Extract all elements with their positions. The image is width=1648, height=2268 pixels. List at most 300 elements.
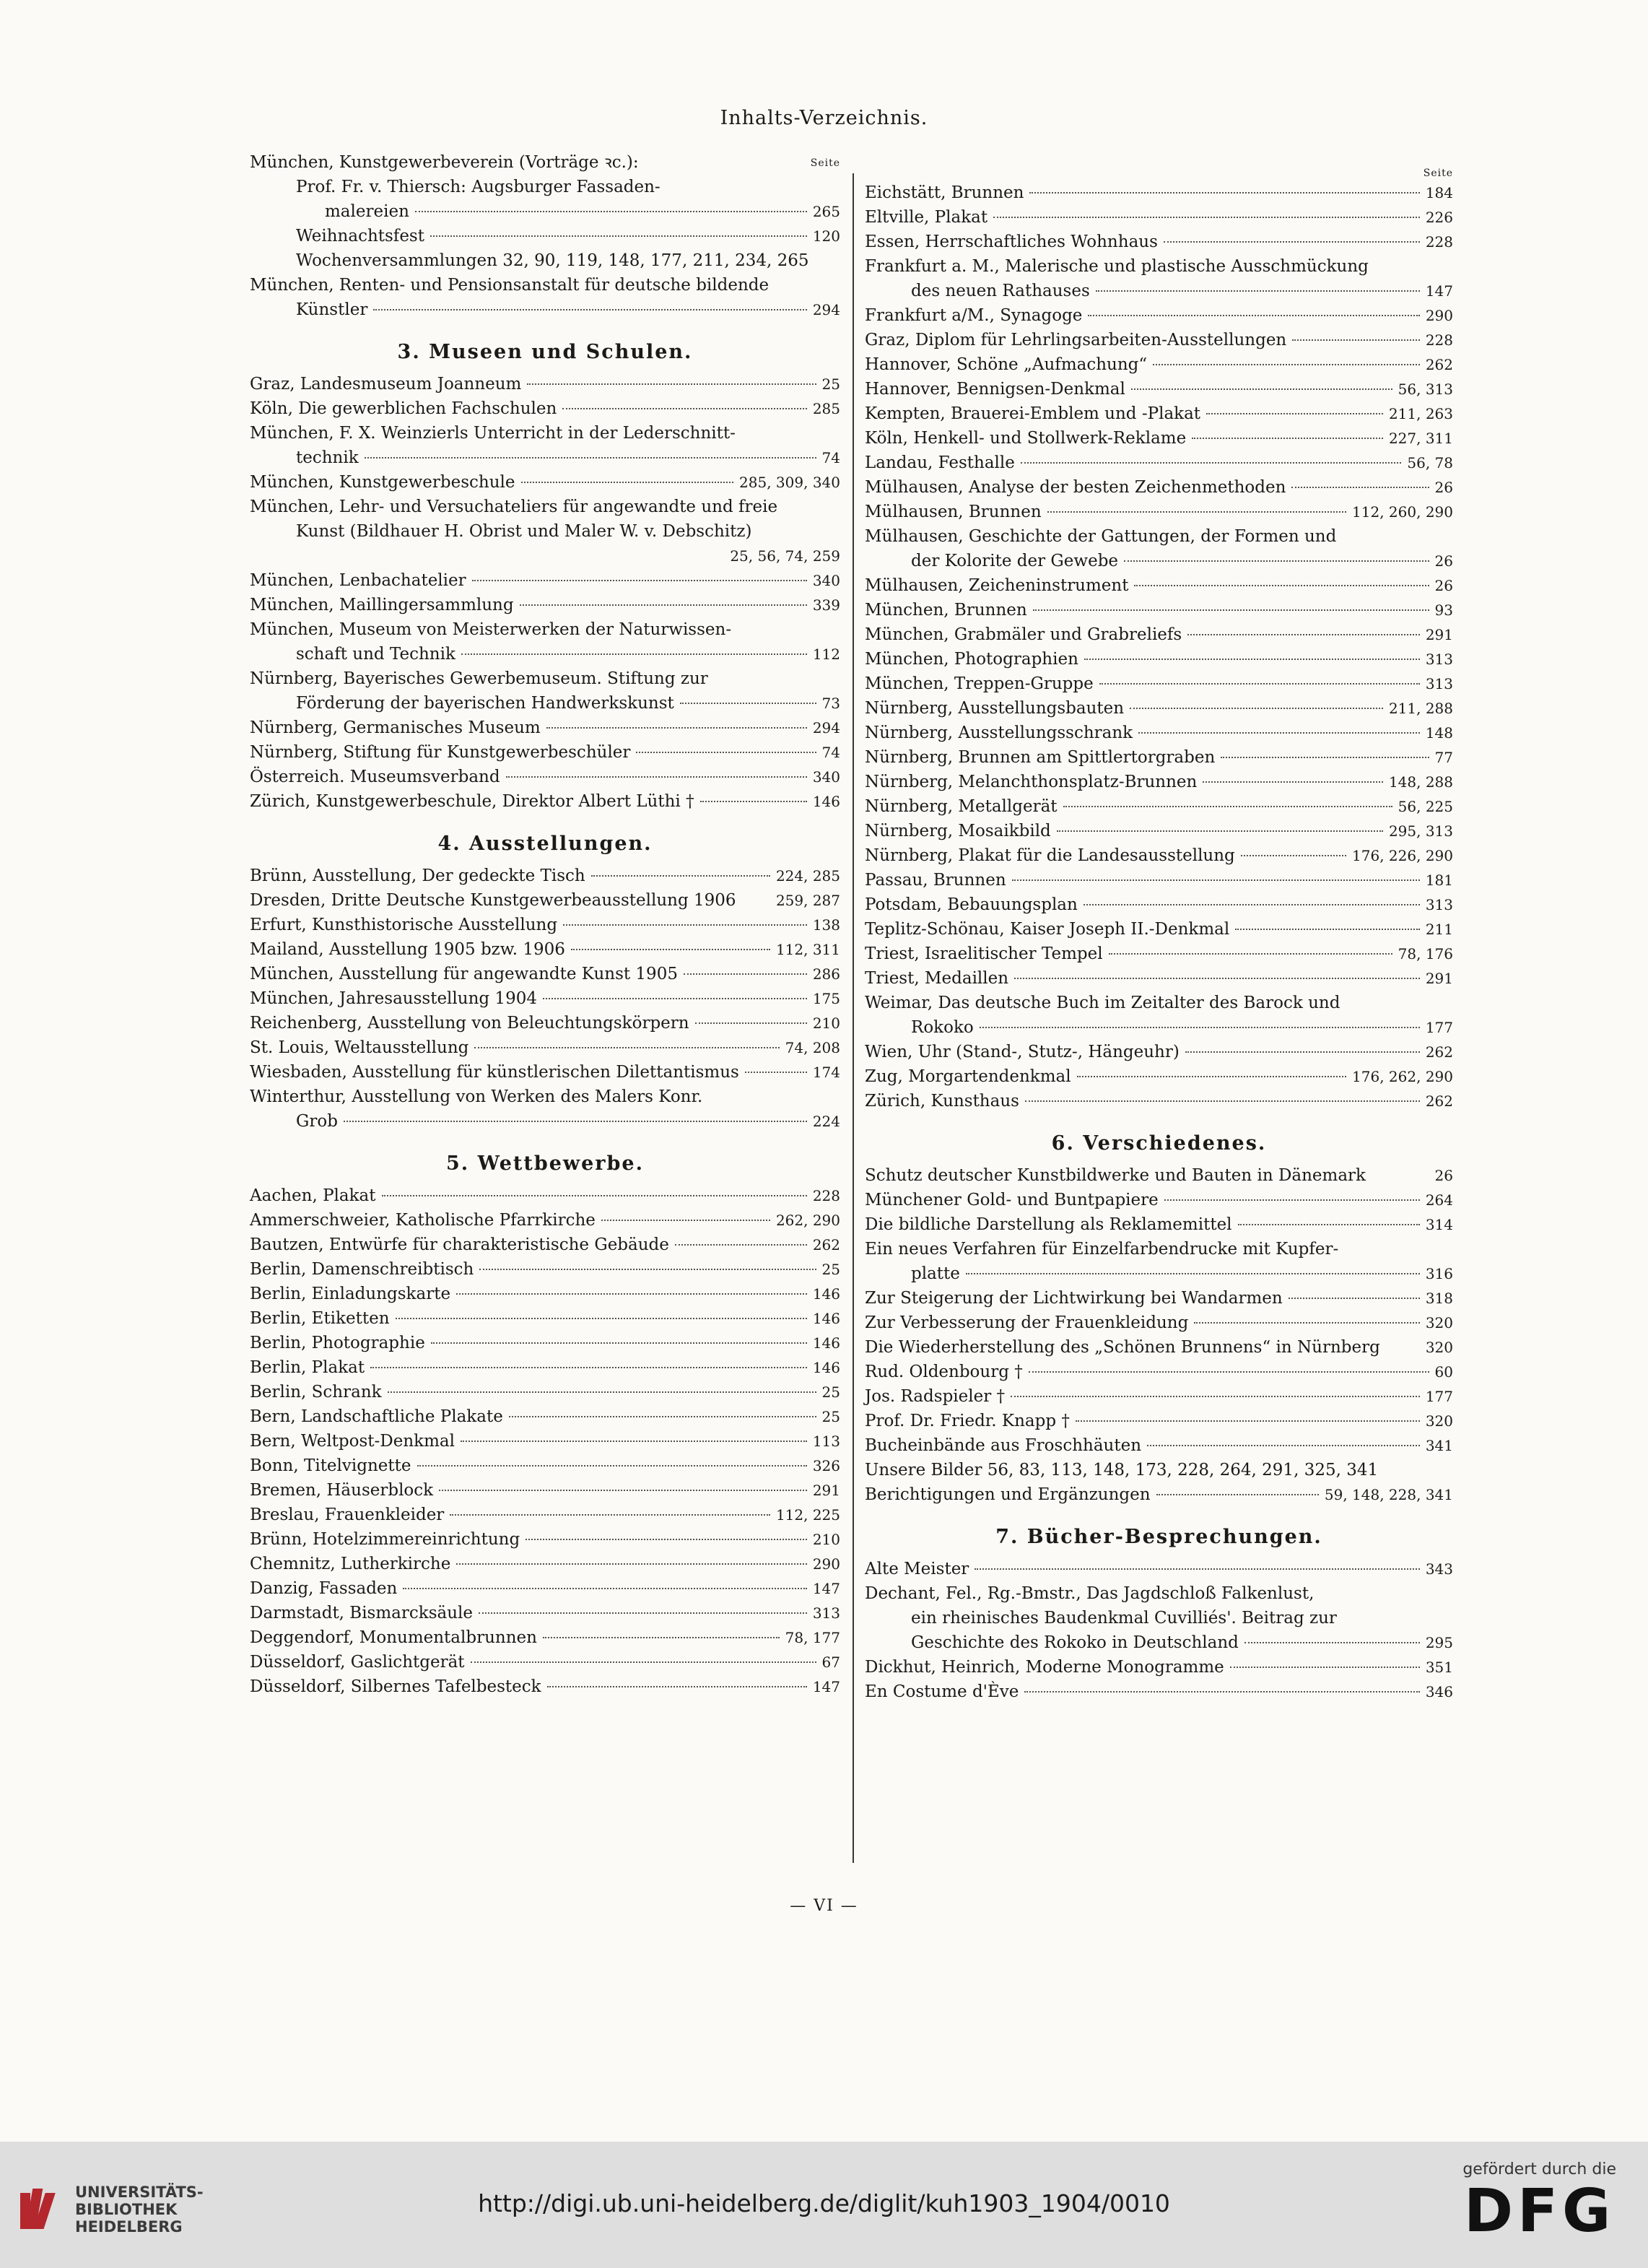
- leader-dots: [431, 1342, 807, 1344]
- entry-pages: 146: [812, 793, 840, 810]
- leader-dots: [1203, 781, 1383, 783]
- entry-title: Bucheinbände aus Froschhäuten: [865, 1436, 1142, 1455]
- entry-title: Dresden, Dritte Deutsche Kunstgewerbeausstellung 1906: [250, 891, 736, 910]
- leader-dots: [430, 235, 807, 237]
- leader-dots: [966, 1273, 1420, 1274]
- entry-title: des neuen Rathauses: [911, 282, 1090, 300]
- index-entry: [865, 1163, 1453, 1188]
- entry-pages: 177: [1425, 1019, 1453, 1036]
- entry-title: Eltville, Plakat: [865, 208, 988, 227]
- index-entry: [865, 377, 1453, 401]
- entry-pages: 286: [812, 965, 840, 983]
- list-wettbewerbe-cont: [865, 181, 1453, 1113]
- index-entry: [250, 1552, 840, 1576]
- entry-title: Düsseldorf, Silbernes Tafelbesteck: [250, 1677, 541, 1696]
- leader-dots: [1244, 1642, 1420, 1643]
- index-entry: [250, 1429, 840, 1454]
- index-entry: [250, 888, 840, 913]
- index-entry: [250, 199, 840, 224]
- index-entry: [865, 794, 1453, 819]
- section-title-verschiedenes: 6. Verschiedenes.: [1051, 1132, 1267, 1155]
- list-ausstellungen: [250, 864, 840, 1134]
- index-entry: [250, 1576, 840, 1601]
- entry-pages: 25: [821, 1383, 840, 1401]
- entry-pages: 112: [812, 646, 840, 663]
- leader-dots: [1134, 585, 1429, 586]
- entry-title: malereien: [325, 202, 409, 221]
- entry-pages: 227, 311: [1388, 430, 1453, 447]
- leader-dots: [403, 1588, 806, 1589]
- entry-title: Kempten, Brauerei-Emblem und -Plakat: [865, 404, 1201, 423]
- entry-pages: 26: [1434, 479, 1453, 496]
- leader-dots: [980, 1027, 1420, 1028]
- entry-pages: 226: [1425, 209, 1453, 226]
- leader-dots: [601, 1220, 770, 1221]
- index-entry: [865, 917, 1453, 942]
- entry-pages: 262: [1425, 356, 1453, 373]
- list-wettbewerbe: [250, 1183, 840, 1699]
- index-entry: [250, 1355, 840, 1380]
- entry-title: München, Lehr- und Versuchateliers für angewandte und freie: [250, 498, 778, 516]
- entry-pages: 295, 313: [1388, 822, 1453, 840]
- index-entry: [250, 446, 840, 470]
- entry-title: München, Museum von Meisterwerken der Naturwissen-: [250, 620, 732, 639]
- entry-title: Schutz deutscher Kunstbildwerke und Bauten in Dänemark: [865, 1166, 1366, 1185]
- entry-pages: 290: [812, 1555, 840, 1573]
- index-entry: [865, 770, 1453, 794]
- entry-title: Förderung der bayerischen Handwerkskunst: [296, 694, 674, 713]
- index-entry: [865, 868, 1453, 892]
- entry-title: Zürich, Kunsthaus: [865, 1092, 1019, 1111]
- entry-pages: 148: [1425, 724, 1453, 742]
- entry-pages: 316: [1425, 1265, 1453, 1282]
- leader-dots: [506, 776, 807, 778]
- entry-title: Bern, Landschaftliche Plakate: [250, 1407, 503, 1426]
- index-entry: [250, 986, 840, 1011]
- index-entry: [865, 181, 1453, 205]
- leader-dots: [1084, 904, 1420, 905]
- entry-title: Berlin, Einladungskarte: [250, 1285, 451, 1303]
- index-entry: [250, 1208, 840, 1233]
- index-entry: [865, 1409, 1453, 1433]
- entry-title: Reichenberg, Ausstellung von Beleuchtungskörpern: [250, 1014, 689, 1033]
- entry-pages: 26: [1434, 577, 1453, 594]
- entry-title: Weimar, Das deutsche Buch im Zeitalter des Barock und: [865, 994, 1340, 1012]
- entry-pages: 326: [812, 1457, 840, 1474]
- leader-dots: [1156, 1494, 1319, 1495]
- entry-title: Nürnberg, Ausstellungsschrank: [865, 724, 1133, 742]
- index-entry: [250, 297, 840, 322]
- entry-title: technik: [296, 448, 359, 467]
- entry-pages: 291: [1425, 970, 1453, 987]
- index-entry: [865, 696, 1453, 721]
- leader-dots: [1033, 609, 1429, 611]
- index-entry: [865, 1630, 1453, 1655]
- index-entry: [250, 913, 840, 937]
- leader-dots: [1147, 1445, 1420, 1446]
- leader-dots: [680, 703, 816, 704]
- entry-pages: 211, 288: [1388, 700, 1453, 717]
- leader-dots: [417, 1465, 807, 1467]
- leader-dots: [1088, 315, 1419, 316]
- index-entry: [250, 1380, 840, 1404]
- leader-dots: [1291, 487, 1429, 488]
- index-entry: [250, 224, 840, 248]
- entry-pages: 176, 226, 290: [1352, 847, 1453, 864]
- entry-title: München, Photographien: [865, 650, 1078, 669]
- entry-pages: 224: [812, 1113, 840, 1130]
- entry-title: Berlin, Damenschreibtisch: [250, 1260, 474, 1279]
- entry-pages: 314: [1425, 1216, 1453, 1233]
- index-entry: [865, 1655, 1453, 1680]
- entry-title: Hannover, Schöne „Aufmachung“: [865, 355, 1148, 374]
- index-entry: [250, 1331, 840, 1355]
- entry-title: Graz, Diplom für Lehrlingsarbeiten-Ausstellungen: [865, 331, 1287, 349]
- index-entry: [250, 544, 840, 568]
- entry-title: Nürnberg, Germanisches Museum: [250, 718, 541, 737]
- index-entry: [865, 549, 1453, 573]
- left-column: [250, 150, 840, 1699]
- index-entry: [865, 401, 1453, 426]
- leader-dots: [745, 1072, 807, 1073]
- entry-title: Zürich, Kunstgewerbeschule, Direktor Albert Lüthi †: [250, 792, 694, 811]
- index-entry: [865, 1680, 1453, 1704]
- entry-title: Nürnberg, Brunnen am Spittlertorgraben: [865, 748, 1216, 767]
- entry-title: Grob: [296, 1112, 338, 1131]
- entry-pages: 67: [821, 1654, 840, 1671]
- leader-dots: [1292, 339, 1420, 341]
- index-entry: [865, 1040, 1453, 1064]
- entry-title: Rokoko: [911, 1018, 974, 1037]
- leader-dots: [1230, 1667, 1420, 1668]
- index-entry: [865, 819, 1453, 843]
- entry-title: Zur Verbesserung der Frauenkleidung: [865, 1313, 1189, 1332]
- entry-title: En Costume d'Ève: [865, 1682, 1019, 1701]
- leader-dots: [456, 1563, 806, 1565]
- leader-dots: [472, 580, 807, 581]
- leader-dots: [527, 383, 816, 385]
- entry-title: Dickhut, Heinrich, Moderne Monogramme: [865, 1658, 1224, 1677]
- leader-dots: [1076, 1420, 1420, 1422]
- leader-dots: [461, 653, 807, 655]
- index-entry: [865, 892, 1453, 917]
- entry-title: Bremen, Häuserblock: [250, 1481, 434, 1500]
- leader-dots: [461, 1441, 807, 1442]
- entry-pages: 285: [812, 400, 840, 417]
- entry-title: St. Louis, Weltausstellung: [250, 1038, 469, 1057]
- list-intro: [250, 150, 840, 322]
- entry-pages: 210: [812, 1531, 840, 1548]
- permalink-url[interactable]: http://digi.ub.uni-heidelberg.de/diglit/kuh1903_1904/0010: [478, 2189, 1170, 2217]
- index-entry: [250, 1035, 840, 1060]
- index-entry: [865, 1482, 1453, 1507]
- leader-dots: [474, 1047, 779, 1048]
- entry-pages: 77: [1434, 749, 1453, 766]
- index-entry: [865, 1064, 1453, 1089]
- entry-title: Prof. Dr. Friedr. Knapp †: [865, 1412, 1070, 1430]
- entry-title: Berlin, Plakat: [250, 1358, 365, 1377]
- index-entry: [250, 593, 840, 617]
- entry-title: Danzig, Fassaden: [250, 1579, 398, 1598]
- entry-title: Mülhausen, Zeicheninstrument: [865, 576, 1129, 595]
- entry-pages: 320: [1425, 1412, 1453, 1430]
- entry-title: Wiesbaden, Ausstellung für künstlerischen Dilettantismus: [250, 1063, 739, 1082]
- entry-pages: 25: [821, 1408, 840, 1425]
- index-entry: [250, 1085, 840, 1109]
- entry-title: Nürnberg, Melanchthonsplatz-Brunnen: [865, 773, 1198, 791]
- leader-dots: [563, 924, 807, 926]
- entry-title: München, Brunnen: [865, 601, 1027, 620]
- entry-title: Prof. Fr. v. Thiersch: Augsburger Fassaden-: [296, 178, 660, 196]
- leader-dots: [636, 752, 816, 753]
- entry-pages: 290: [1425, 307, 1453, 324]
- index-entry: [250, 716, 840, 740]
- entry-pages: 228: [1425, 233, 1453, 251]
- entry-title: Nürnberg, Ausstellungsbauten: [865, 699, 1125, 718]
- entry-pages: 112, 225: [775, 1506, 840, 1524]
- entry-pages: 25, 56, 74, 259: [730, 547, 840, 565]
- leader-dots: [1077, 1076, 1346, 1077]
- leader-dots: [1138, 732, 1420, 734]
- entry-title: Berlin, Photographie: [250, 1334, 425, 1352]
- leader-dots: [1289, 1298, 1420, 1299]
- index-entry: [250, 372, 840, 396]
- index-entry: [865, 1335, 1453, 1360]
- entry-title: Brünn, Ausstellung, Der gedeckte Tisch: [250, 866, 585, 885]
- index-entry: [250, 765, 840, 789]
- entry-pages: 210: [812, 1014, 840, 1032]
- seite-label: Seite: [810, 157, 840, 169]
- leader-dots: [1164, 1199, 1420, 1201]
- leader-dots: [993, 217, 1420, 218]
- seite-label-right: Seite: [1423, 168, 1453, 179]
- entry-pages: 313: [1425, 896, 1453, 913]
- leader-dots: [396, 1318, 807, 1319]
- dfg-logo[interactable]: [1462, 2160, 1616, 2245]
- leader-dots: [543, 998, 807, 999]
- library-name-line3: HEIDELBERG: [75, 2218, 183, 2236]
- entry-pages: 147: [1425, 282, 1453, 300]
- index-entry: [250, 421, 840, 446]
- entry-pages: 224, 285: [775, 867, 840, 885]
- entry-title: Münchener Gold- und Buntpapiere: [865, 1191, 1159, 1209]
- index-entry: [250, 150, 840, 175]
- entry-title: München, F. X. Weinzierls Unterricht in der Lederschnitt-: [250, 424, 736, 443]
- entry-title: Österreich. Museumsverband: [250, 768, 500, 786]
- leader-dots: [1238, 1224, 1420, 1225]
- entry-pages: 291: [1425, 626, 1453, 643]
- running-head: Inhalts-Verzeichnis.: [720, 107, 928, 129]
- leader-dots: [1124, 560, 1429, 562]
- entry-title: Frankfurt a/M., Synagoge: [865, 306, 1083, 325]
- entry-pages: 73: [821, 695, 840, 712]
- entry-pages: 174: [812, 1064, 840, 1081]
- entry-title: Mülhausen, Geschichte der Gattungen, der Formen und: [865, 527, 1337, 546]
- leader-dots: [562, 408, 807, 409]
- leader-dots: [1029, 1371, 1429, 1373]
- entry-pages: 120: [812, 227, 840, 245]
- funded-by-text: gefördert durch die: [1462, 2160, 1616, 2178]
- leader-dots: [479, 1269, 816, 1270]
- entry-title: Nürnberg, Metallgerät: [865, 797, 1058, 816]
- entry-pages: 294: [812, 301, 840, 318]
- index-entry: [865, 721, 1453, 745]
- entry-title: München, Maillingersammlung: [250, 596, 514, 614]
- entry-pages: 343: [1425, 1560, 1453, 1578]
- entry-pages: 228: [812, 1187, 840, 1204]
- entry-title: Ammerschweier, Katholische Pfarrkirche: [250, 1211, 596, 1230]
- index-entry: [865, 647, 1453, 672]
- entry-title: München, Ausstellung für angewandte Kunst 1905: [250, 965, 678, 983]
- list-museen: [250, 372, 840, 814]
- entry-pages: 74: [821, 449, 840, 466]
- leader-dots: [1084, 659, 1420, 660]
- index-entry: [865, 205, 1453, 230]
- entry-pages: 147: [812, 1580, 840, 1597]
- index-entry: [250, 1650, 840, 1674]
- index-entry: [865, 966, 1453, 991]
- index-entry: [865, 1433, 1453, 1458]
- entry-pages: 146: [812, 1285, 840, 1303]
- entry-title: Hannover, Bennigsen-Denkmal: [865, 380, 1125, 399]
- entry-title: Breslau, Frauenkleider: [250, 1506, 445, 1524]
- index-entry: [865, 1286, 1453, 1311]
- index-entry: [250, 1454, 840, 1478]
- entry-pages: 181: [1425, 872, 1453, 889]
- index-entry: [250, 1233, 840, 1257]
- entry-title: Kunst (Bildhauer H. Obrist und Maler W. v. Debschitz): [296, 522, 752, 541]
- entry-title: Potsdam, Bebauungsplan: [865, 895, 1078, 914]
- leader-dots: [1025, 1100, 1420, 1102]
- index-entry: [865, 328, 1453, 352]
- leader-dots: [344, 1121, 807, 1122]
- entry-pages: 138: [812, 916, 840, 934]
- leader-dots: [1194, 1322, 1420, 1324]
- entry-pages: 318: [1425, 1290, 1453, 1307]
- entry-title: München, Grabmäler und Grabreliefs: [865, 625, 1182, 644]
- leader-dots: [546, 727, 807, 729]
- index-entry: [250, 248, 840, 273]
- leader-dots: [1185, 1051, 1420, 1053]
- entry-title: Nürnberg, Plakat für die Landesausstellung: [865, 846, 1235, 865]
- entry-pages: 291: [812, 1482, 840, 1499]
- index-entry: [250, 1109, 840, 1134]
- leader-dots: [450, 1514, 770, 1516]
- index-entry: [250, 1282, 840, 1306]
- entry-pages: 259, 287: [775, 892, 840, 909]
- entry-pages: 211: [1425, 921, 1453, 938]
- entry-title: Weihnachtsfest: [296, 227, 424, 246]
- section-title-buecher: 7. Bücher-Besprechungen.: [995, 1526, 1322, 1548]
- index-entry: [250, 789, 840, 814]
- entry-pages: 74, 208: [785, 1039, 840, 1056]
- index-entry: [865, 1606, 1453, 1630]
- leader-dots: [521, 482, 734, 483]
- entry-title: Darmstadt, Bismarcksäule: [250, 1604, 473, 1622]
- index-entry: [250, 273, 840, 297]
- entry-pages: 146: [812, 1310, 840, 1327]
- entry-title: München, Jahresausstellung 1904: [250, 989, 537, 1008]
- index-entry: [250, 740, 840, 765]
- entry-pages: 262: [812, 1236, 840, 1254]
- leader-dots: [1131, 388, 1392, 390]
- entry-pages: 146: [812, 1359, 840, 1376]
- section-title-museen: 3. Museen und Schulen.: [397, 341, 693, 363]
- leader-dots: [1099, 683, 1420, 685]
- leader-dots: [370, 1367, 807, 1368]
- entry-title: Nürnberg, Bayerisches Gewerbemuseum. Stiftung zur: [250, 669, 708, 688]
- entry-title: Nürnberg, Mosaikbild: [865, 822, 1051, 840]
- leader-dots: [388, 1391, 816, 1393]
- leader-dots: [439, 1490, 807, 1491]
- entry-pages: 294: [812, 719, 840, 737]
- entry-pages: 25: [821, 1261, 840, 1278]
- entry-title: Bautzen, Entwürfe für charakteristische Gebäude: [250, 1235, 669, 1254]
- entry-title: Berlin, Etiketten: [250, 1309, 390, 1328]
- right-column: [865, 150, 1453, 1704]
- leader-dots: [1241, 855, 1346, 856]
- entry-pages: 264: [1425, 1191, 1453, 1209]
- entry-title: ein rheinisches Baudenkmal Cuvilliés'. Beitrag zur: [911, 1609, 1337, 1628]
- index-entry: [250, 691, 840, 716]
- index-entry: [865, 843, 1453, 868]
- entry-title: Triest, Medaillen: [865, 969, 1009, 988]
- entry-title: Berlin, Schrank: [250, 1383, 382, 1402]
- index-entry: [250, 1183, 840, 1208]
- entry-title: Brünn, Hotelzimmereinrichtung: [250, 1530, 520, 1549]
- entry-pages: 113: [812, 1433, 840, 1450]
- entry-pages: 148, 288: [1388, 773, 1453, 791]
- index-entry: [250, 1478, 840, 1503]
- entry-pages: 339: [812, 596, 840, 614]
- leader-dots: [675, 1244, 807, 1246]
- entry-pages: 56, 225: [1398, 798, 1453, 815]
- entry-pages: 265: [812, 203, 840, 220]
- index-entry: [250, 1060, 840, 1085]
- leader-dots: [700, 801, 807, 802]
- leader-dots: [975, 1568, 1420, 1570]
- entry-pages: 59, 148, 228, 341: [1324, 1486, 1453, 1503]
- entry-pages: 56, 313: [1398, 381, 1453, 398]
- index-entry: [865, 475, 1453, 500]
- index-entry: [250, 666, 840, 691]
- leader-dots: [471, 1661, 816, 1663]
- entry-pages: 112, 311: [775, 941, 840, 958]
- entry-title: Triest, Israelitischer Tempel: [865, 944, 1103, 963]
- leader-dots: [1187, 634, 1420, 635]
- index-entry: [865, 1212, 1453, 1237]
- index-entry: [865, 745, 1453, 770]
- index-entry: [250, 962, 840, 986]
- leader-dots: [1109, 953, 1392, 955]
- entry-pages: 60: [1434, 1363, 1453, 1381]
- leader-dots: [695, 1022, 807, 1024]
- index-entry: [865, 672, 1453, 696]
- entry-title: München, Kunstgewerbeverein (Vorträge ꝛc.):: [250, 153, 639, 172]
- entry-title: Deggendorf, Monumentalbrunnen: [250, 1628, 537, 1647]
- leader-dots: [547, 1686, 807, 1687]
- entry-pages: 320: [1425, 1314, 1453, 1331]
- leader-dots: [543, 1637, 780, 1638]
- entry-title: Bern, Weltpost-Denkmal: [250, 1432, 455, 1451]
- leader-dots: [365, 457, 816, 459]
- entry-pages: 313: [1425, 651, 1453, 668]
- entry-title: Geschichte des Rokoko in Deutschland: [911, 1633, 1239, 1652]
- index-entry: [250, 1527, 840, 1552]
- entry-pages: 313: [1425, 675, 1453, 692]
- index-entry: [865, 991, 1453, 1015]
- index-entry: [865, 451, 1453, 475]
